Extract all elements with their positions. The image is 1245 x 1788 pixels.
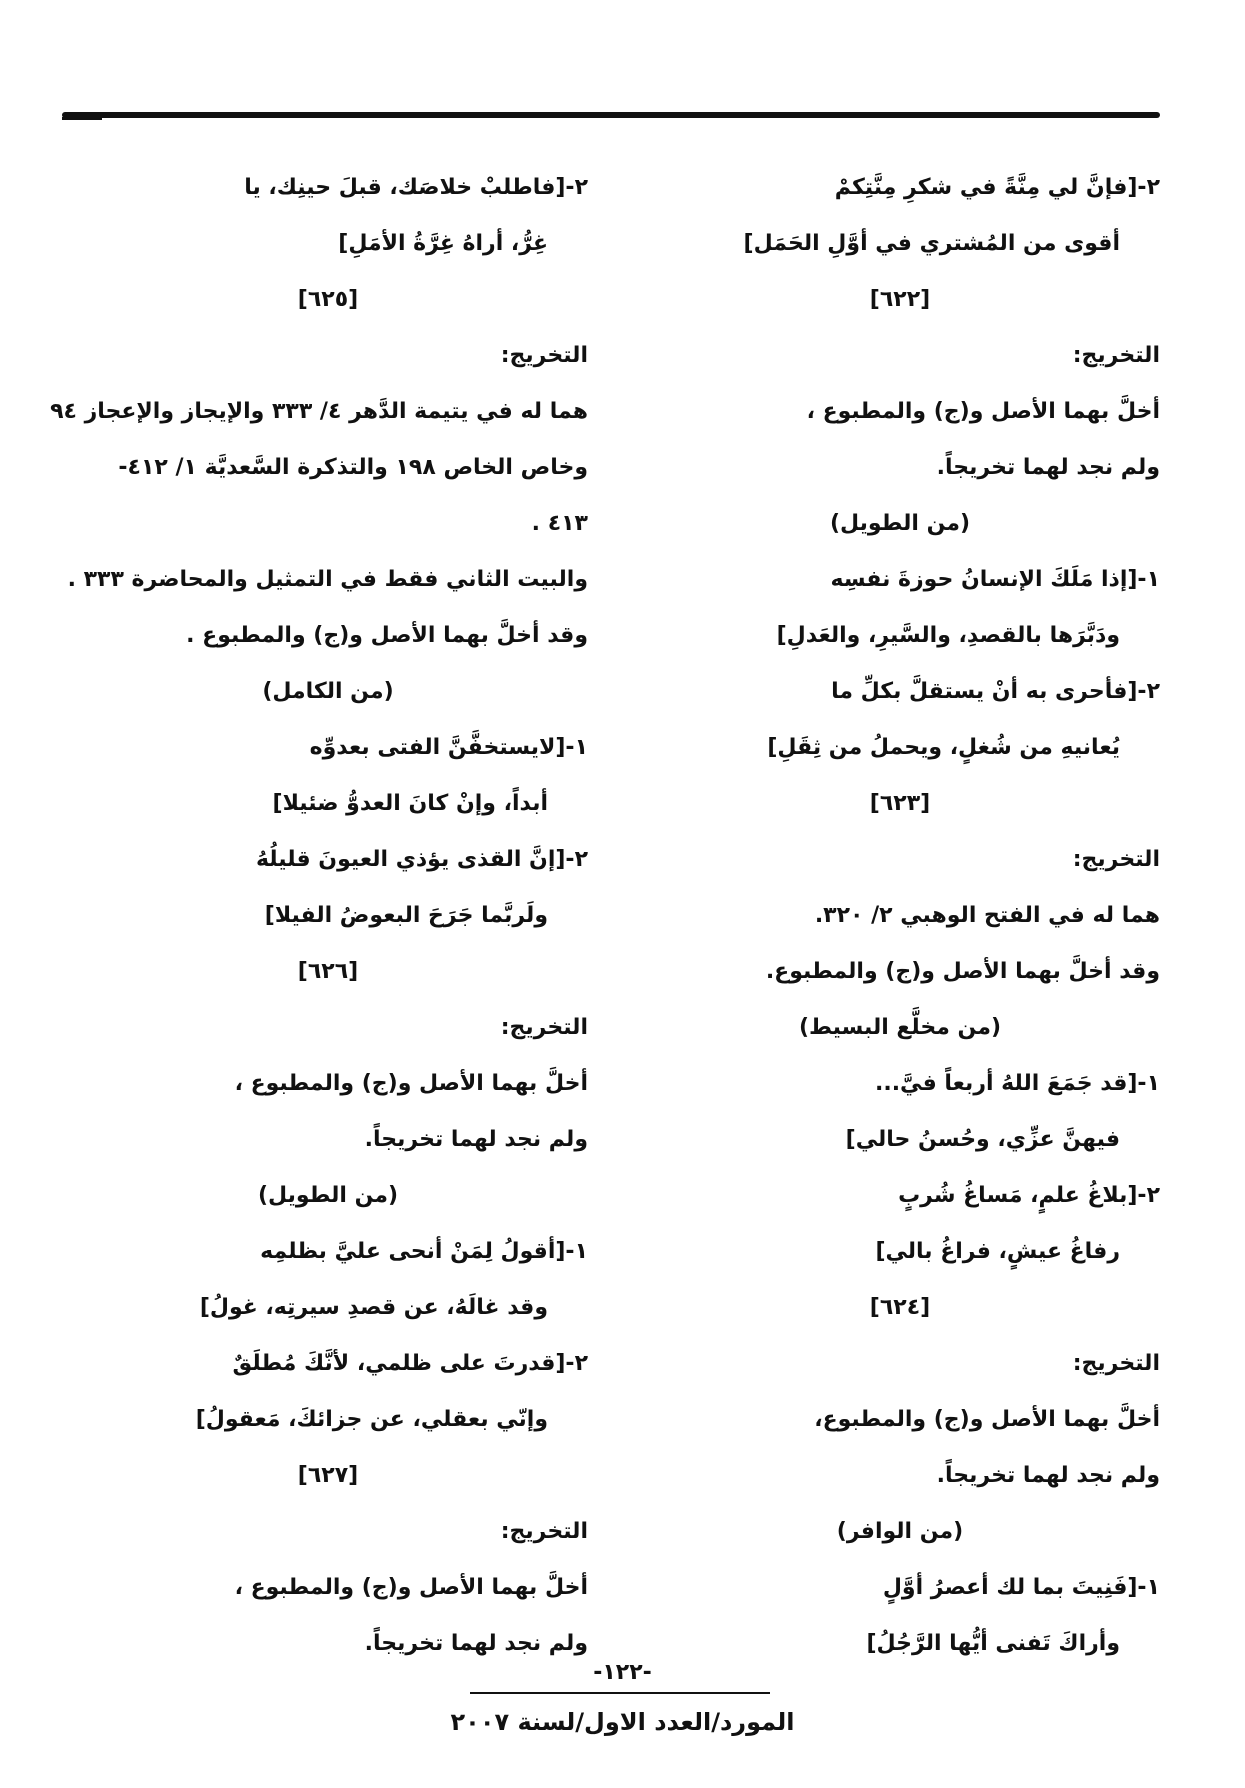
right-column-verse2: فيهنَّ عزِّي، وحُسنُ حالي] bbox=[845, 1126, 1120, 1152]
right-column-meter: (من مخلَّع البسيط) bbox=[798, 1014, 1002, 1040]
page-number: -١٢٢- bbox=[593, 1660, 652, 1685]
left-column-verse2: غِرُّ، أراهُ غِرَّةُ الأمَلِ] bbox=[338, 230, 548, 256]
right-column-meter: (من الطويل) bbox=[829, 510, 971, 536]
left-column-prose: ٤١٣ . bbox=[531, 510, 588, 536]
right-column-heading: التخريج: bbox=[1072, 846, 1160, 872]
left-column-heading: التخريج: bbox=[500, 1014, 588, 1040]
left-column-verse2: وإنّي بعقلي، عن جزائكَ، مَعقولُ] bbox=[195, 1406, 548, 1432]
left-column bbox=[50, 160, 588, 1672]
right-column-prose: أخلَّ بهما الأصل و(ج) والمطبوع، bbox=[814, 1406, 1160, 1432]
left-column-prose: أخلَّ بهما الأصل و(ج) والمطبوع ، bbox=[234, 1574, 588, 1600]
left-column-verse2: ولَربَّما جَرَحَ البعوضُ الفيلا] bbox=[264, 902, 548, 928]
left-column-verse1: ٢-[فاطلبْ خلاصَك، قبلَ حينِك، يا bbox=[244, 174, 588, 200]
right-column-meter: (من الوافر) bbox=[836, 1518, 964, 1544]
right-column-verse1: ٢-[بلاغُ علمٍ، مَساغُ شُربٍ bbox=[898, 1182, 1160, 1208]
right-column-prose: هما له في الفتح الوهبي ٢/ ٣٢٠. bbox=[814, 902, 1160, 928]
left-column-heading: التخريج: bbox=[500, 1518, 588, 1544]
right-column-verse2: ودَبَّرَها بالقصدِ، والسَّيرِ، والعَدلِ] bbox=[776, 622, 1120, 648]
footer-rule bbox=[470, 1692, 770, 1694]
left-column-prose: هما له في يتيمة الدَّهر ٤/ ٣٣٣ والإيجاز والإعجاز ٩٤ bbox=[50, 398, 588, 424]
right-column-verse1: ١-[إذا مَلَكَ الإنسانُ حوزةَ نفسِه bbox=[830, 566, 1160, 592]
left-column-verse1: ٢-[إنَّ القذى يؤذي العيونَ قليلُهُ bbox=[255, 846, 588, 872]
right-column-heading: التخريج: bbox=[1072, 342, 1160, 368]
left-column-verse1: ٢-[قدرتَ على ظلمي، لأنَّكَ مُطلَقٌ bbox=[232, 1350, 588, 1376]
header-rule-tail bbox=[62, 117, 102, 120]
left-column-num: [٦٢٦] bbox=[297, 958, 359, 984]
right-column-verse2: رفاغُ عيشٍ، فراغُ بالي] bbox=[875, 1238, 1120, 1264]
left-column-verse1: ١-[أقولُ لِمَنْ أنحى عليَّ بظلمِه bbox=[260, 1238, 588, 1264]
right-column-prose: ولم نجد لهما تخريجاً. bbox=[936, 1462, 1160, 1488]
left-column-prose: ولم نجد لهما تخريجاً. bbox=[364, 1630, 588, 1656]
left-column-prose: ولم نجد لهما تخريجاً. bbox=[364, 1126, 588, 1152]
left-column-verse2: وقد غالَهُ، عن قصدِ سيرتِه، غولُ] bbox=[199, 1294, 548, 1320]
journal-citation: المورد/العدد الاول/لسنة ٢٠٠٧ bbox=[450, 1708, 795, 1736]
right-column-verse2: وأراكَ تَفنى أيُّها الرَّجُلُ] bbox=[866, 1630, 1120, 1656]
left-column-prose: وخاص الخاص ١٩٨ والتذكرة السَّعديَّة ١/ ٤١٢- bbox=[118, 454, 588, 480]
right-column bbox=[640, 160, 1160, 1672]
right-column-prose: وقد أخلَّ بهما الأصل و(ج) والمطبوع. bbox=[765, 958, 1160, 984]
right-column-verse1: ١-[فَنِيتَ بما لك أعصرُ أوَّلٍ bbox=[882, 1574, 1160, 1600]
right-column-verse1: ٢-[فأحرى به أنْ يستقلَّ بكلِّ ما bbox=[831, 678, 1160, 704]
left-column-prose: وقد أخلَّ بهما الأصل و(ج) والمطبوع . bbox=[186, 622, 588, 648]
left-column-num: [٦٢٧] bbox=[297, 1462, 359, 1488]
right-column-heading: التخريج: bbox=[1072, 1350, 1160, 1376]
right-column-verse2: يُعانيهِ من شُغلٍ، ويحملُ من ثِقَلِ] bbox=[767, 734, 1120, 760]
left-column-verse1: ١-[لايستخفَّنَّ الفتى بعدوِّه bbox=[309, 734, 588, 760]
right-column-verse2: أقوى من المُشتري في أوَّلِ الحَمَل] bbox=[743, 230, 1120, 256]
left-column-verse2: أبداً، وإنْ كانَ العدوُّ ضئيلا] bbox=[272, 790, 548, 816]
left-column-prose: والبيت الثاني فقط في التمثيل والمحاضرة ٣٣٣ . bbox=[67, 566, 588, 592]
header-rule bbox=[62, 112, 1160, 118]
right-column-num: [٦٢٣] bbox=[869, 790, 931, 816]
right-column-prose: ولم نجد لهما تخريجاً. bbox=[936, 454, 1160, 480]
right-column-num: [٦٢٢] bbox=[869, 286, 931, 312]
left-column-heading: التخريج: bbox=[500, 342, 588, 368]
left-column-num: [٦٢٥] bbox=[297, 286, 359, 312]
right-column-verse1: ٢-[فإنَّ لي مِنَّةً في شكرِ مِنَّتِكمْ bbox=[834, 174, 1160, 200]
left-column-meter: (من الطويل) bbox=[257, 1182, 399, 1208]
right-column-num: [٦٢٤] bbox=[869, 1294, 931, 1320]
right-column-prose: أخلَّ بهما الأصل و(ج) والمطبوع ، bbox=[806, 398, 1160, 424]
left-column-meter: (من الكامل) bbox=[262, 678, 394, 704]
left-column-prose: أخلَّ بهما الأصل و(ج) والمطبوع ، bbox=[234, 1070, 588, 1096]
right-column-verse1: ١-[قد جَمَعَ اللهُ أربعاً فيَّ... bbox=[874, 1070, 1160, 1096]
